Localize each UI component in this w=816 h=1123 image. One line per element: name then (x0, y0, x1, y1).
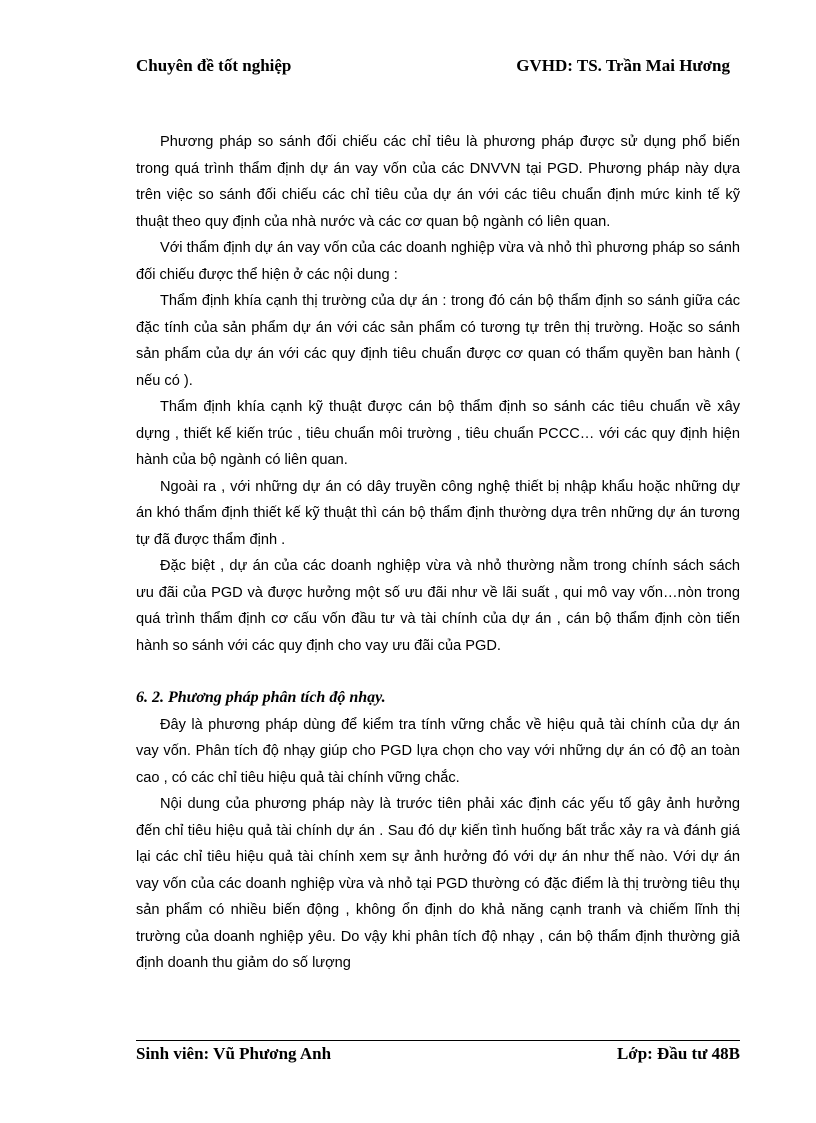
page-header (136, 56, 730, 80)
paragraph: Ngoài ra , với những dự án có dây truyền công nghệ thiết bị nhập khẩu hoặc những dự án khó thẩm định thiết kế kỹ thuật thì cán bộ thẩm định thường dựa trên những dự án tương tự đã được thẩm định . (136, 478, 740, 548)
document-body (136, 129, 740, 977)
paragraph: Phương pháp so sánh đối chiếu các chỉ tiêu là phương pháp được sử dụng phổ biến trong quá trình thẩm định dự án vay vốn của các DNVVN tại PGD. Phương pháp này dựa trên việc so sánh đối chiếu các chỉ tiêu của dự án với các tiêu chuẩn định mức kinh tế kỹ thuật theo quy định của nhà nước và các cơ quan bộ ngành có liên quan. (136, 134, 740, 230)
paragraph: Nội dung của phương pháp này là trước tiên phải xác định các yếu tố gây ảnh hưởng đến chỉ tiêu hiệu quả tài chính dự án . Sau đó dự kiến tình huống bất trắc xảy ra và đánh giá lại các chỉ tiêu hiệu quả tài chính xem sự ảnh hưởng đó với dự án như thế nào. Với dự án vay vốn của các doanh nghiệp vừa và nhỏ tại PGD thường có đặc điểm là thị trường tiêu thụ sản phẩm có nhiều biến động , không ổn định do khả năng cạnh tranh và chiếm lĩnh thị trường của doanh nghiệp yêu. Do vậy khi phân tích độ nhạy , cán bộ thẩm định thường giả định doanh thu giảm do số lượng (136, 796, 740, 971)
header-document-type: Chuyên đề tốt nghiệp (136, 56, 292, 75)
paragraph: Thẩm định khía cạnh kỹ thuật được cán bộ thẩm định so sánh các tiêu chuẩn về xây dựng , thiết kế kiến trúc , tiêu chuẩn môi trường , tiêu chuẩn PCCC… với các quy định hiện hành của bộ ngành có liên quan. (136, 399, 740, 468)
section-heading: 6. 2. Phương pháp phân tích độ nhạy. (136, 689, 386, 706)
paragraph: Với thẩm định dự án vay vốn của các doanh nghiệp vừa và nhỏ thì phương pháp so sánh đối chiếu được thể hiện ở các nội dung : (136, 240, 740, 283)
paragraph: Đây là phương pháp dùng để kiểm tra tính vững chắc về hiệu quả tài chính của dự án vay vốn. Phân tích độ nhạy giúp cho PGD lựa chọn cho vay với những dự án có độ an toàn cao , có các chỉ tiêu hiệu quả tài chính vững chắc. (136, 716, 740, 786)
header-supervisor: GVHD: TS. Trần Mai Hương (516, 56, 730, 75)
paragraph: Đặc biệt , dự án của các doanh nghiệp vừa và nhỏ thường nằm trong chính sách sách ưu đãi của PGD và được hưởng một số ưu đãi như về lãi suất , qui mô vay vốn…nòn trong quá trình thẩm định cơ cấu vốn đầu tư và tài chính của dự án , cán bộ thẩm định còn tiến hành so sánh với các quy định cho vay ưu đãi của PGD. (136, 558, 740, 654)
paragraph: Thẩm định khía cạnh thị trường của dự án : trong đó cán bộ thẩm định so sánh giữa các đặc tính của sản phẩm dự án với các sản phẩm có tương tự trên thị trường. Hoặc so sánh sản phẩm của dự án với các quy định tiêu chuẩn được cơ quan có thẩm quyền ban hành ( nếu có ). (136, 293, 740, 389)
footer-student: Sinh viên: Vũ Phương Anh (136, 1044, 332, 1063)
page-footer (136, 1044, 740, 1068)
footer-class: Lớp: Đầu tư 48B (616, 1044, 740, 1063)
footer-divider (136, 1040, 740, 1041)
